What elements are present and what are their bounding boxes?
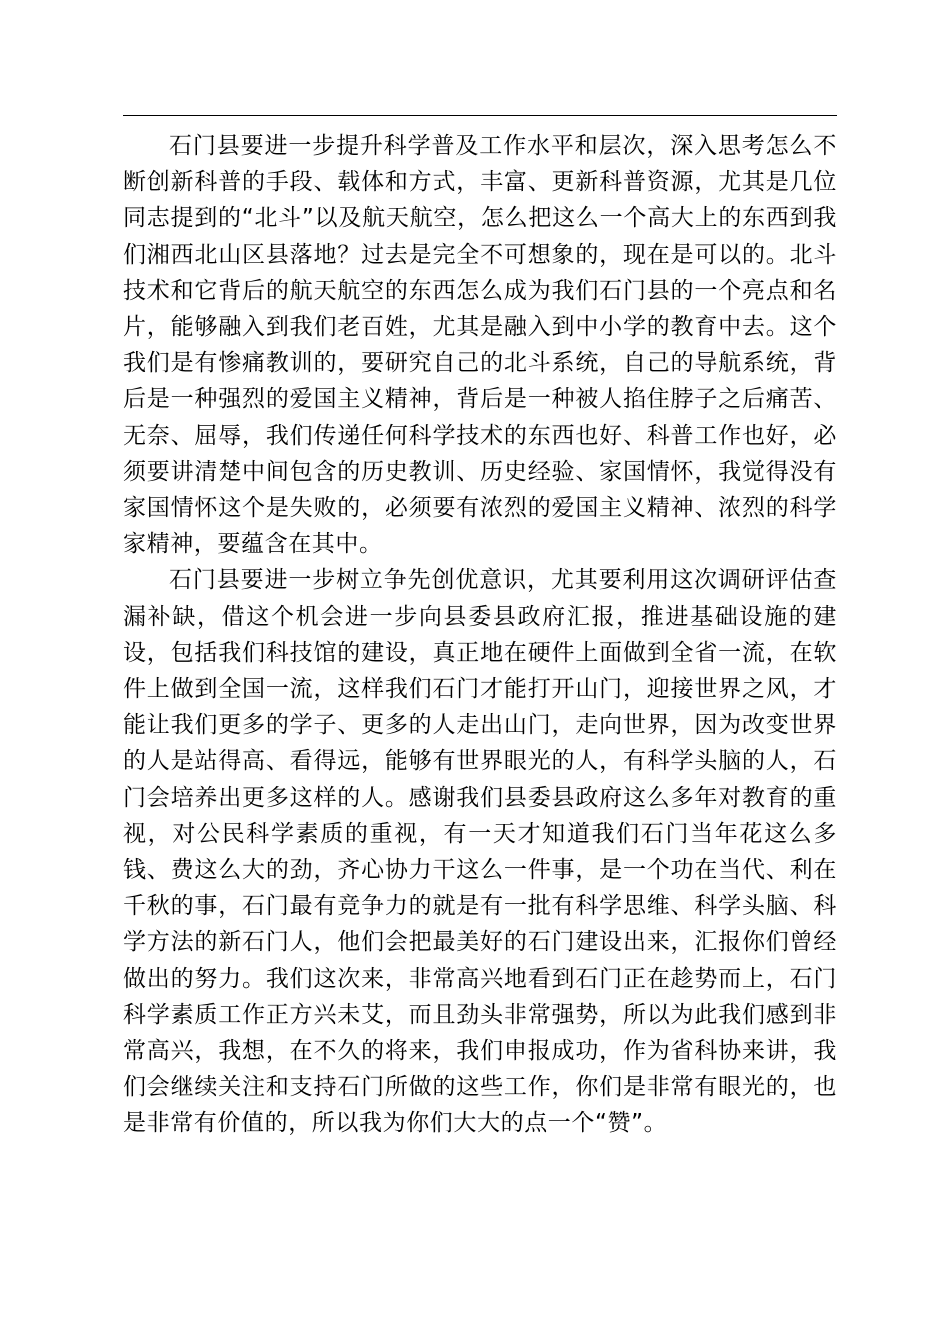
paragraph: 石门县要进一步提升科学普及工作水平和层次，深入思考怎么不断创新科普的手段、载体和方式，丰富、更新科普资源，尤其是几位同志提到的“北斗”以及航天航空，怎么把这么一个高大上的东西到我们湘西北山区县落地？过去是完全不可想象的，现在是可以的。北斗技术和它背后的航天航空的东西怎么成为我们石门县的一个亮点和名片，能够融入到我们老百姓，尤其是融入到中小学的教育中去。这个我们是有惨痛教训的，要研究自己的北斗系统，自己的导航系统，背后是一种强烈的爱国主义精神，背后是一种被人掐住脖子之后痛苦、无奈、屈辱，我们传递任何科学技术的东西也好、科普工作也好，必须要讲清楚中间包含的历史教训、历史经验、家国情怀，我觉得没有家国情怀这个是失败的，必须要有浓烈的爱国主义精神、浓烈的科学家精神，要蕴含在其中。 [123,133,837,558]
header-rule [123,115,837,116]
document-body [123,128,837,1142]
paragraph: 石门县要进一步树立争先创优意识，尤其要利用这次调研评估查漏补缺，借这个机会进一步向县委县政府汇报，推进基础设施的建设，包括我们科技馆的建设，真正地在硬件上面做到全省一流，在软件上做到全国一流，这样我们石门才能打开山门，迎接世界之风，才能让我们更多的学子、更多的人走出山门，走向世界，因为改变世界的人是站得高、看得远，能够有世界眼光的人，有科学头脑的人，石门会培养出更多这样的人。感谢我们县委县政府这么多年对教育的重视，对公民科学素质的重视，有一天才知道我们石门当年花这么多钱、费这么大的劲，齐心协力干这么一件事，是一个功在当代、利在千秋的事，石门最有竞争力的就是有一批有科学思维、科学头脑、科学方法的新石门人，他们会把最美好的石门建设出来，汇报你们曾经做出的努力。我们这次来，非常高兴地看到石门正在趁势而上，石门科学素质工作正方兴未艾，而且劲头非常强势，所以为此我们感到非常高兴，我想，在不久的将来，我们申报成功，作为省科协来讲，我们会继续关注和支持石门所做的这些工作，你们是非常有眼光的，也是非常有价值的，所以我为你们大大的点一个“赞”。 [123,567,837,1137]
